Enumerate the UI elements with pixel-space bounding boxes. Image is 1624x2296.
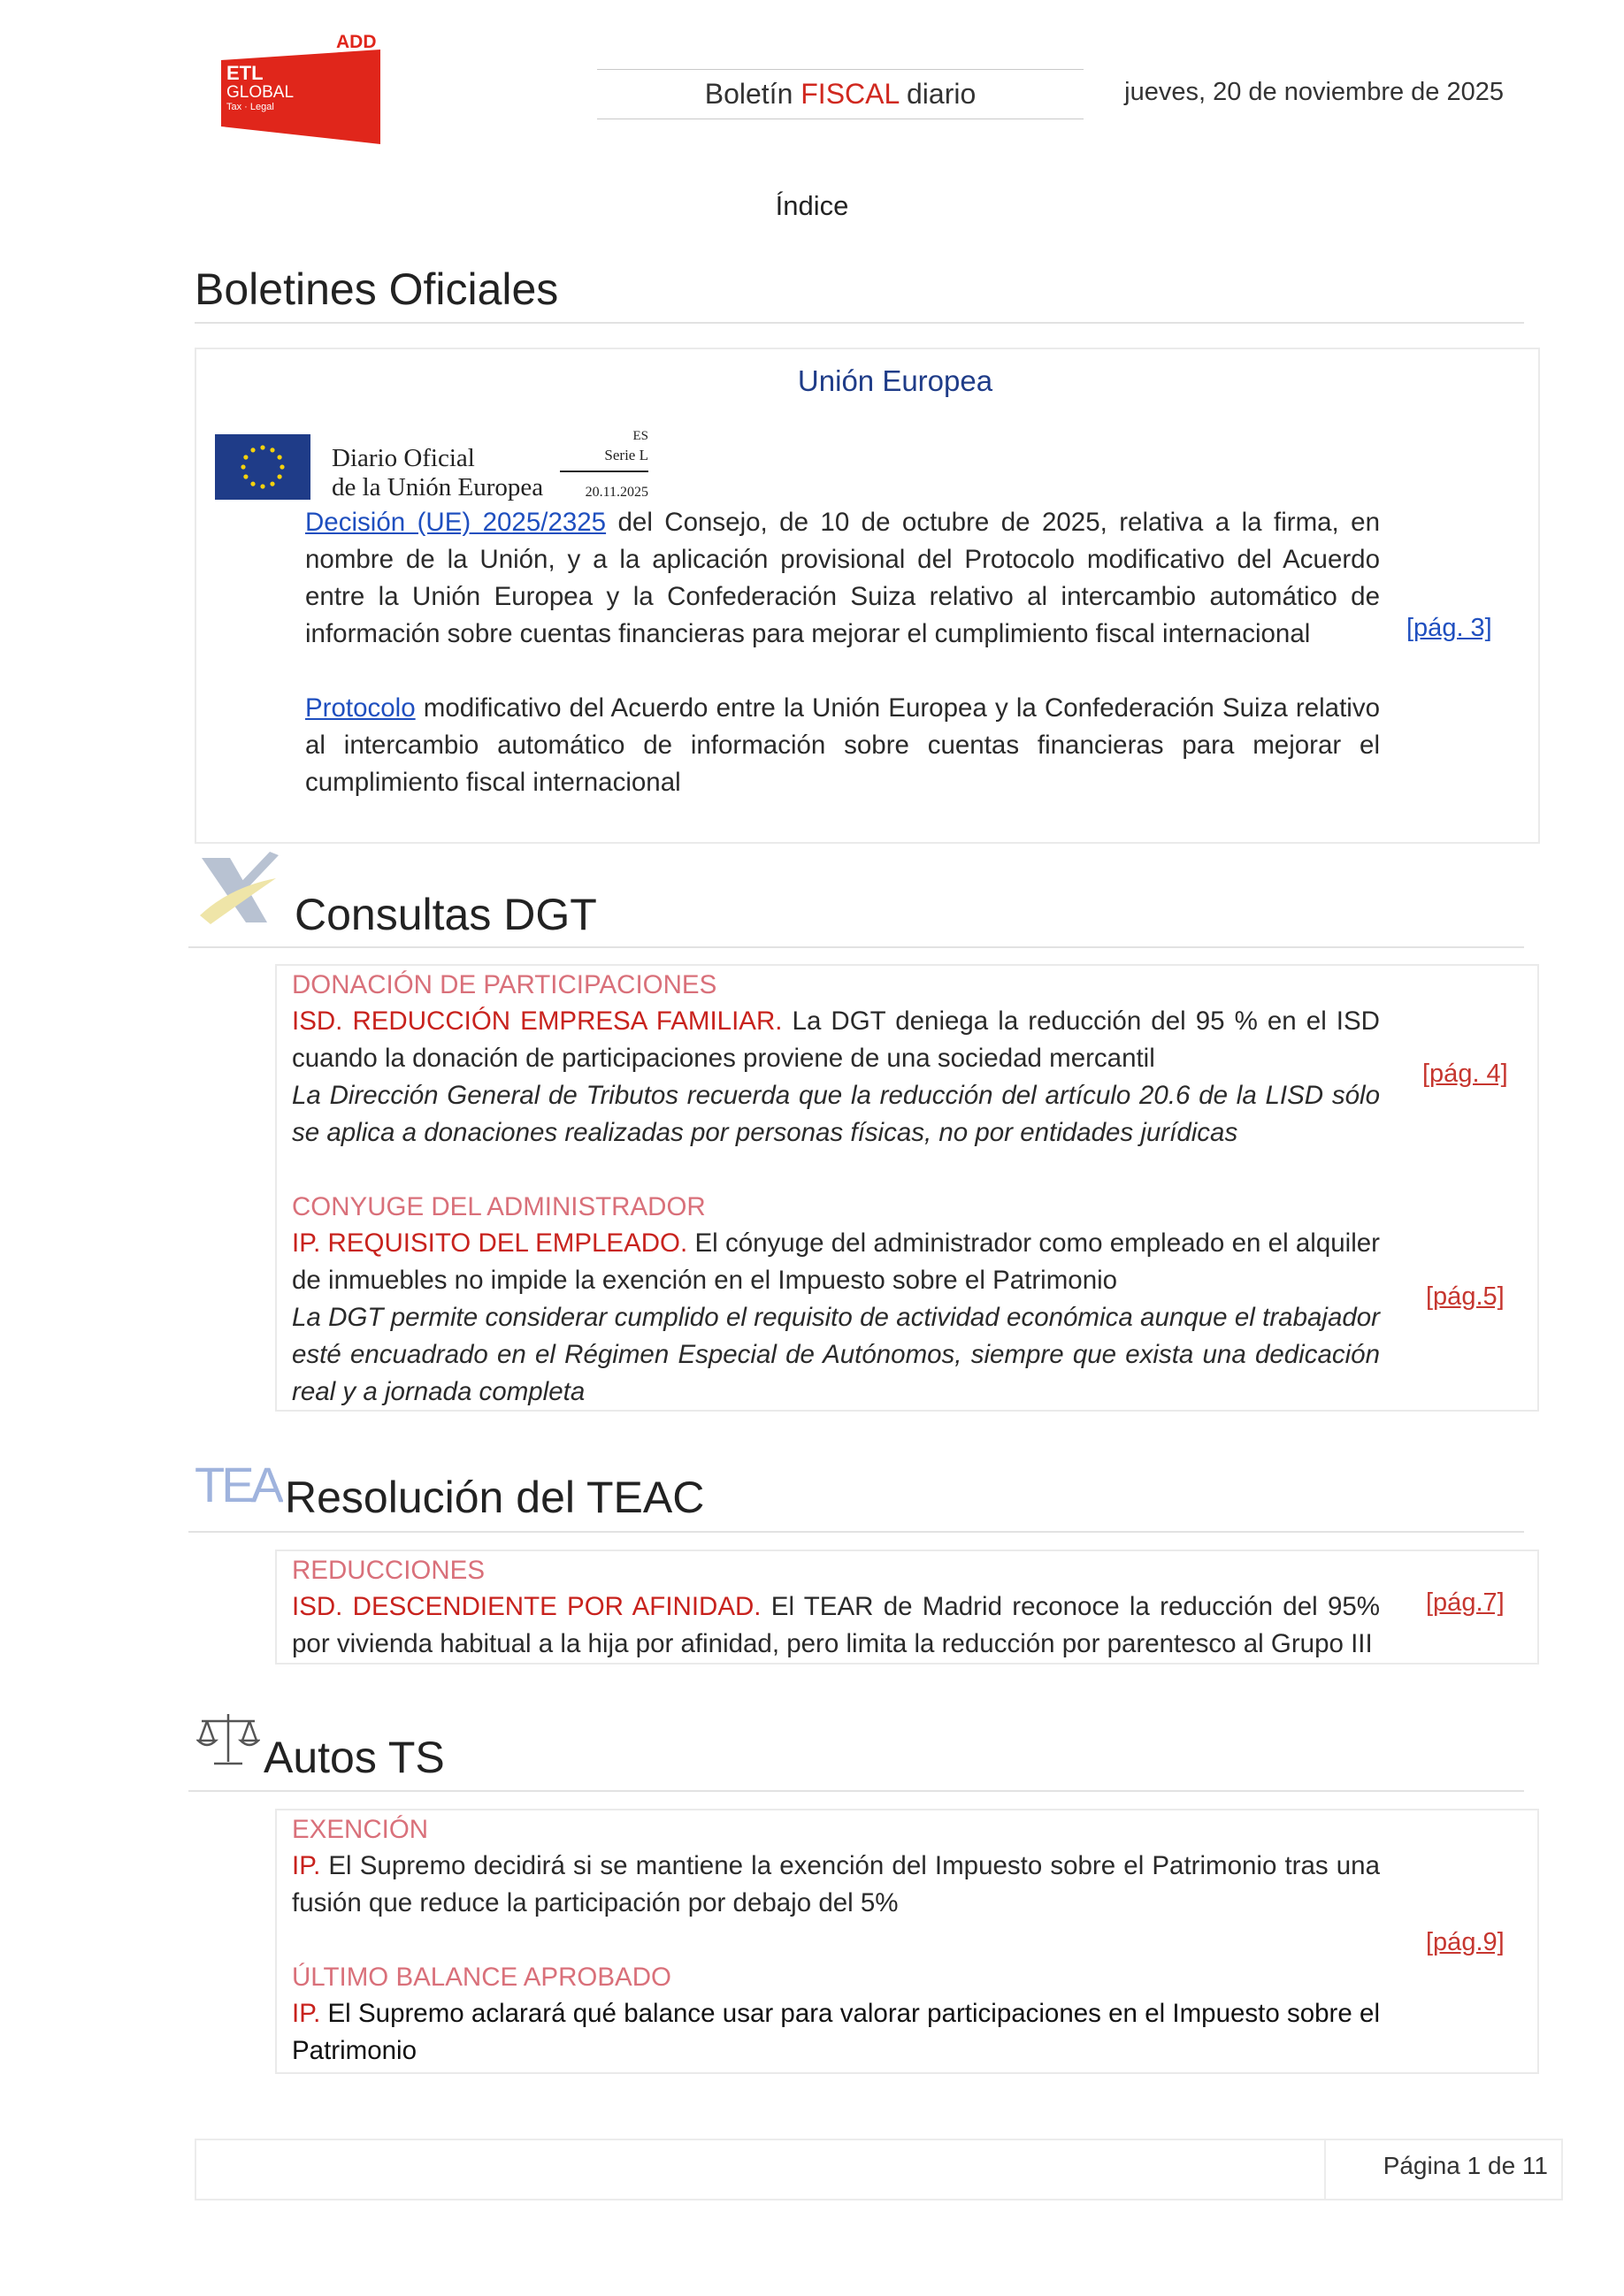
page-ref-dgt-1[interactable]: [pág. 4] <box>1422 1060 1508 1088</box>
section-divider <box>188 946 1524 948</box>
bulletin-date: jueves, 20 de noviembre de 2025 <box>1124 78 1504 106</box>
teac-item-1-lead: ISD. DESCENDIENTE POR AFINIDAD. <box>292 1592 762 1621</box>
dgt-item-2-category: CONYUGE DEL ADMINISTRADOR <box>292 1192 706 1221</box>
autos-item-1-lead: IP. <box>292 1851 321 1880</box>
section-divider <box>195 322 1524 324</box>
logo-brand-main: GLOBAL <box>226 83 295 102</box>
section-title-dgt: Consultas DGT <box>295 890 597 939</box>
dgt-item-1-category: DONACIÓN DE PARTICIPACIONES <box>292 970 717 999</box>
dgt-item-1-lead: ISD. REDUCCIÓN EMPRESA FAMILIAR. <box>292 1006 783 1036</box>
eu-star <box>250 448 255 452</box>
section-title-boletines: Boletines Oficiales <box>195 264 559 314</box>
doue-serie: Serie L <box>604 447 648 463</box>
region-heading-eu: Unión Europea <box>797 364 993 397</box>
scales-of-justice-icon <box>196 1709 260 1769</box>
boletin-item-1: Decisión (UE) 2025/2325 del Consejo, de 10 de octubre de 2025, relativa a la firma, en nombre de la Unión, y a la aplicación provisional del Protocolo modificativo del Acuerdo entre la Unión Europea y la Confederación Suiza relativo al intercambio automático de información sobre cuentas financieras para mejorar el cumplimiento fiscal internacional <box>305 508 1380 648</box>
doue-line2: de la Unión Europea <box>332 473 544 501</box>
autos-item-2-category: ÚLTIMO BALANCE APROBADO <box>292 1963 671 1992</box>
etl-global-logo <box>203 34 385 144</box>
eu-flag-icon <box>215 434 310 500</box>
footer-divider <box>1324 2139 1326 2199</box>
page-ref-teac[interactable]: [pág.7] <box>1426 1588 1505 1617</box>
page-ref-dgt-2[interactable]: [pág.5] <box>1426 1282 1505 1311</box>
eu-star <box>270 482 274 486</box>
logo-brand-top: ETL <box>226 62 264 84</box>
autos-item-2-lead: IP. <box>292 1999 321 2028</box>
doue-lang: ES <box>632 429 648 443</box>
teac-item-1: ISD. DESCENDIENTE POR AFINIDAD. El TEAR de Madrid reconoce la reducción del 95% por vivienda habitual a la hija por afinidad, pero limita la reducción por parentesco al Grupo III <box>292 1592 1380 1658</box>
logo-brand-sub: Tax · Legal <box>226 102 274 112</box>
section-divider <box>188 1531 1524 1533</box>
teac-item-1-category: REDUCCIONES <box>292 1556 485 1585</box>
section-title-teac: Resolución del TEAC <box>285 1473 705 1522</box>
page-ref-autos[interactable]: [pág.9] <box>1426 1928 1505 1956</box>
logo-tag: ADD <box>336 34 377 52</box>
aeat-logo-icon <box>195 845 283 929</box>
dgt-item-1: ISD. REDUCCIÓN EMPRESA FAMILIAR. La DGT deniega la reducción del 95 % en el ISD cuando la donación de participaciones proviene de una sociedad mercantil <box>292 1006 1380 1073</box>
eu-star <box>280 464 284 469</box>
page-number: Página 1 de 11 <box>1383 2152 1548 2179</box>
doue-line1: Diario Oficial <box>332 444 475 472</box>
tea-logo-icon <box>195 1458 283 1511</box>
autos-item-2: IP. El Supremo aclarará qué balance usar para valorar participaciones en el Impuesto sobre el Patrimonio <box>292 1999 1380 2065</box>
eu-star <box>270 448 274 452</box>
dgt-item-2-summary: La DGT permite considerar cumplido el requisito de actividad económica aunque el trabajador esté encuadrado en el Régimen Especial de Autónomos, siempre que exista una dedicación real y a jornada completa <box>292 1303 1380 1406</box>
autos-item-1-category: EXENCIÓN <box>292 1815 429 1844</box>
dgt-item-1-summary: La Dirección General de Tributos recuerda que la reducción del artículo 20.6 de la LISD sólo se aplica a donaciones realizadas por personas físicas, no por entidades jurídicas <box>292 1081 1380 1147</box>
eu-star <box>243 474 248 478</box>
bulletin-title-highlight: FISCAL <box>801 78 900 110</box>
index-heading: Índice <box>775 190 849 221</box>
eu-star <box>278 455 282 459</box>
dgt-item-2-lead: IP. REQUISITO DEL EMPLEADO. <box>292 1228 688 1258</box>
eu-star <box>250 482 255 486</box>
page-ref-boletines[interactable]: [pág. 3] <box>1406 614 1492 642</box>
section-title-autos: Autos TS <box>264 1733 445 1782</box>
protocolo-link[interactable]: Protocolo <box>305 693 416 723</box>
eu-star <box>241 464 245 469</box>
boletin-item-2: Protocolo modificativo del Acuerdo entre la Unión Europea y la Confederación Suiza relativo al intercambio automático de información sobre cuentas financieras para mejorar el cumplimiento fiscal internacional <box>305 693 1380 797</box>
autos-item-1: IP. El Supremo decidirá si se mantiene la exención del Impuesto sobre el Patrimonio tras una fusión que reduce la participación por debajo del 5% <box>292 1851 1380 1917</box>
eu-star <box>243 455 248 459</box>
decision-ue-link[interactable]: Decisión (UE) 2025/2325 <box>305 508 607 537</box>
eu-star <box>260 445 264 449</box>
doue-date: 20.11.2025 <box>585 485 648 500</box>
dgt-item-2: IP. REQUISITO DEL EMPLEADO. El cónyuge del administrador como empleado en el alquiler de inmuebles no impide la exención en el Impuesto sobre el Patrimonio <box>292 1228 1381 1295</box>
tea-icon-text: TEA <box>195 1458 280 1511</box>
section-divider <box>188 1790 1524 1792</box>
eu-star <box>260 484 264 488</box>
bulletin-title: Boletín FISCAL diario <box>597 69 1084 119</box>
eu-star <box>278 474 282 478</box>
doue-banner <box>215 427 650 502</box>
